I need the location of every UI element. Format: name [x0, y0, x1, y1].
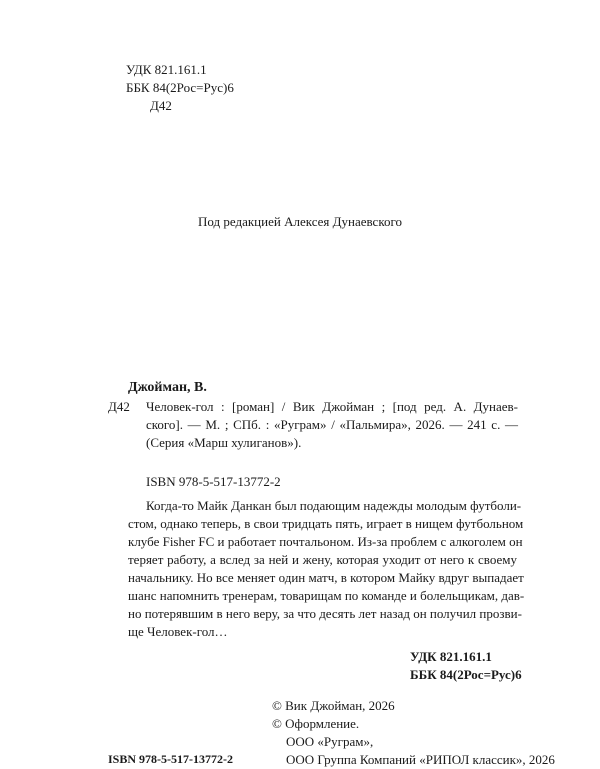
annotation-line: Когда-то Майк Данкан был подающим надежды молодым футболи-: [146, 498, 522, 513]
copyright-publisher: ООО «Руграм»,: [286, 734, 374, 749]
copyright-design: © Оформление.: [272, 716, 360, 731]
copyright-author: © Вик Джойман, 2026: [272, 698, 395, 713]
annotation-line: теряет работу, а вслед за ней и жену, которая уходит от него к своему: [128, 552, 517, 567]
isbn-record: ISBN 978-5-517-13772-2: [146, 474, 281, 489]
copyright-publisher: ООО Группа Компаний «РИПОЛ классик», 2026: [286, 752, 555, 767]
bibliographic-line: (Серия «Марш хулиганов»).: [146, 435, 302, 450]
bibliographic-line: Человек-гол : [роман] / Вик Джойман ; [под ред. А. Дунаев-: [146, 399, 518, 414]
annotation-line: но потерявшим в него веру, за что десять лет назад он получил прозви-: [128, 606, 522, 621]
editor-credit: Под редакцией Алексея Дунаевского: [198, 214, 402, 229]
author-heading: Джойман, В.: [128, 380, 207, 395]
bibliographic-line: ского]. — М. ; СПб. : «Руграм» / «Пальмира», 2026. — 241 с. —: [146, 417, 518, 432]
annotation-line: шанс напомнить тренерам, товарищам по команде и болельщикам, дав-: [128, 588, 525, 603]
udk-code: УДК 821.161.1: [126, 62, 207, 77]
annotation-line: начальнику. Но все меняет один матч, в котором Майку вдруг выпадает: [128, 570, 524, 585]
isbn-bottom: ISBN 978-5-517-13772-2: [108, 752, 233, 766]
annotation-line: клубе Fisher FC и работает почтальоном. Из-за проблем с алкоголем он: [128, 534, 523, 549]
annotation-line: стом, однако теперь, в свои тридцать пять, играет в нищем футбольном: [128, 516, 524, 531]
author-code: Д42: [150, 98, 172, 113]
bbk-code: ББК 84(2Рос=Рус)6: [126, 80, 234, 95]
author-code-left: Д42: [108, 399, 130, 414]
bbk-code-bottom: ББК 84(2Рос=Рус)6: [410, 667, 522, 682]
udk-code-bottom: УДК 821.161.1: [410, 649, 492, 664]
annotation-line: ще Человек-гол…: [128, 624, 228, 639]
